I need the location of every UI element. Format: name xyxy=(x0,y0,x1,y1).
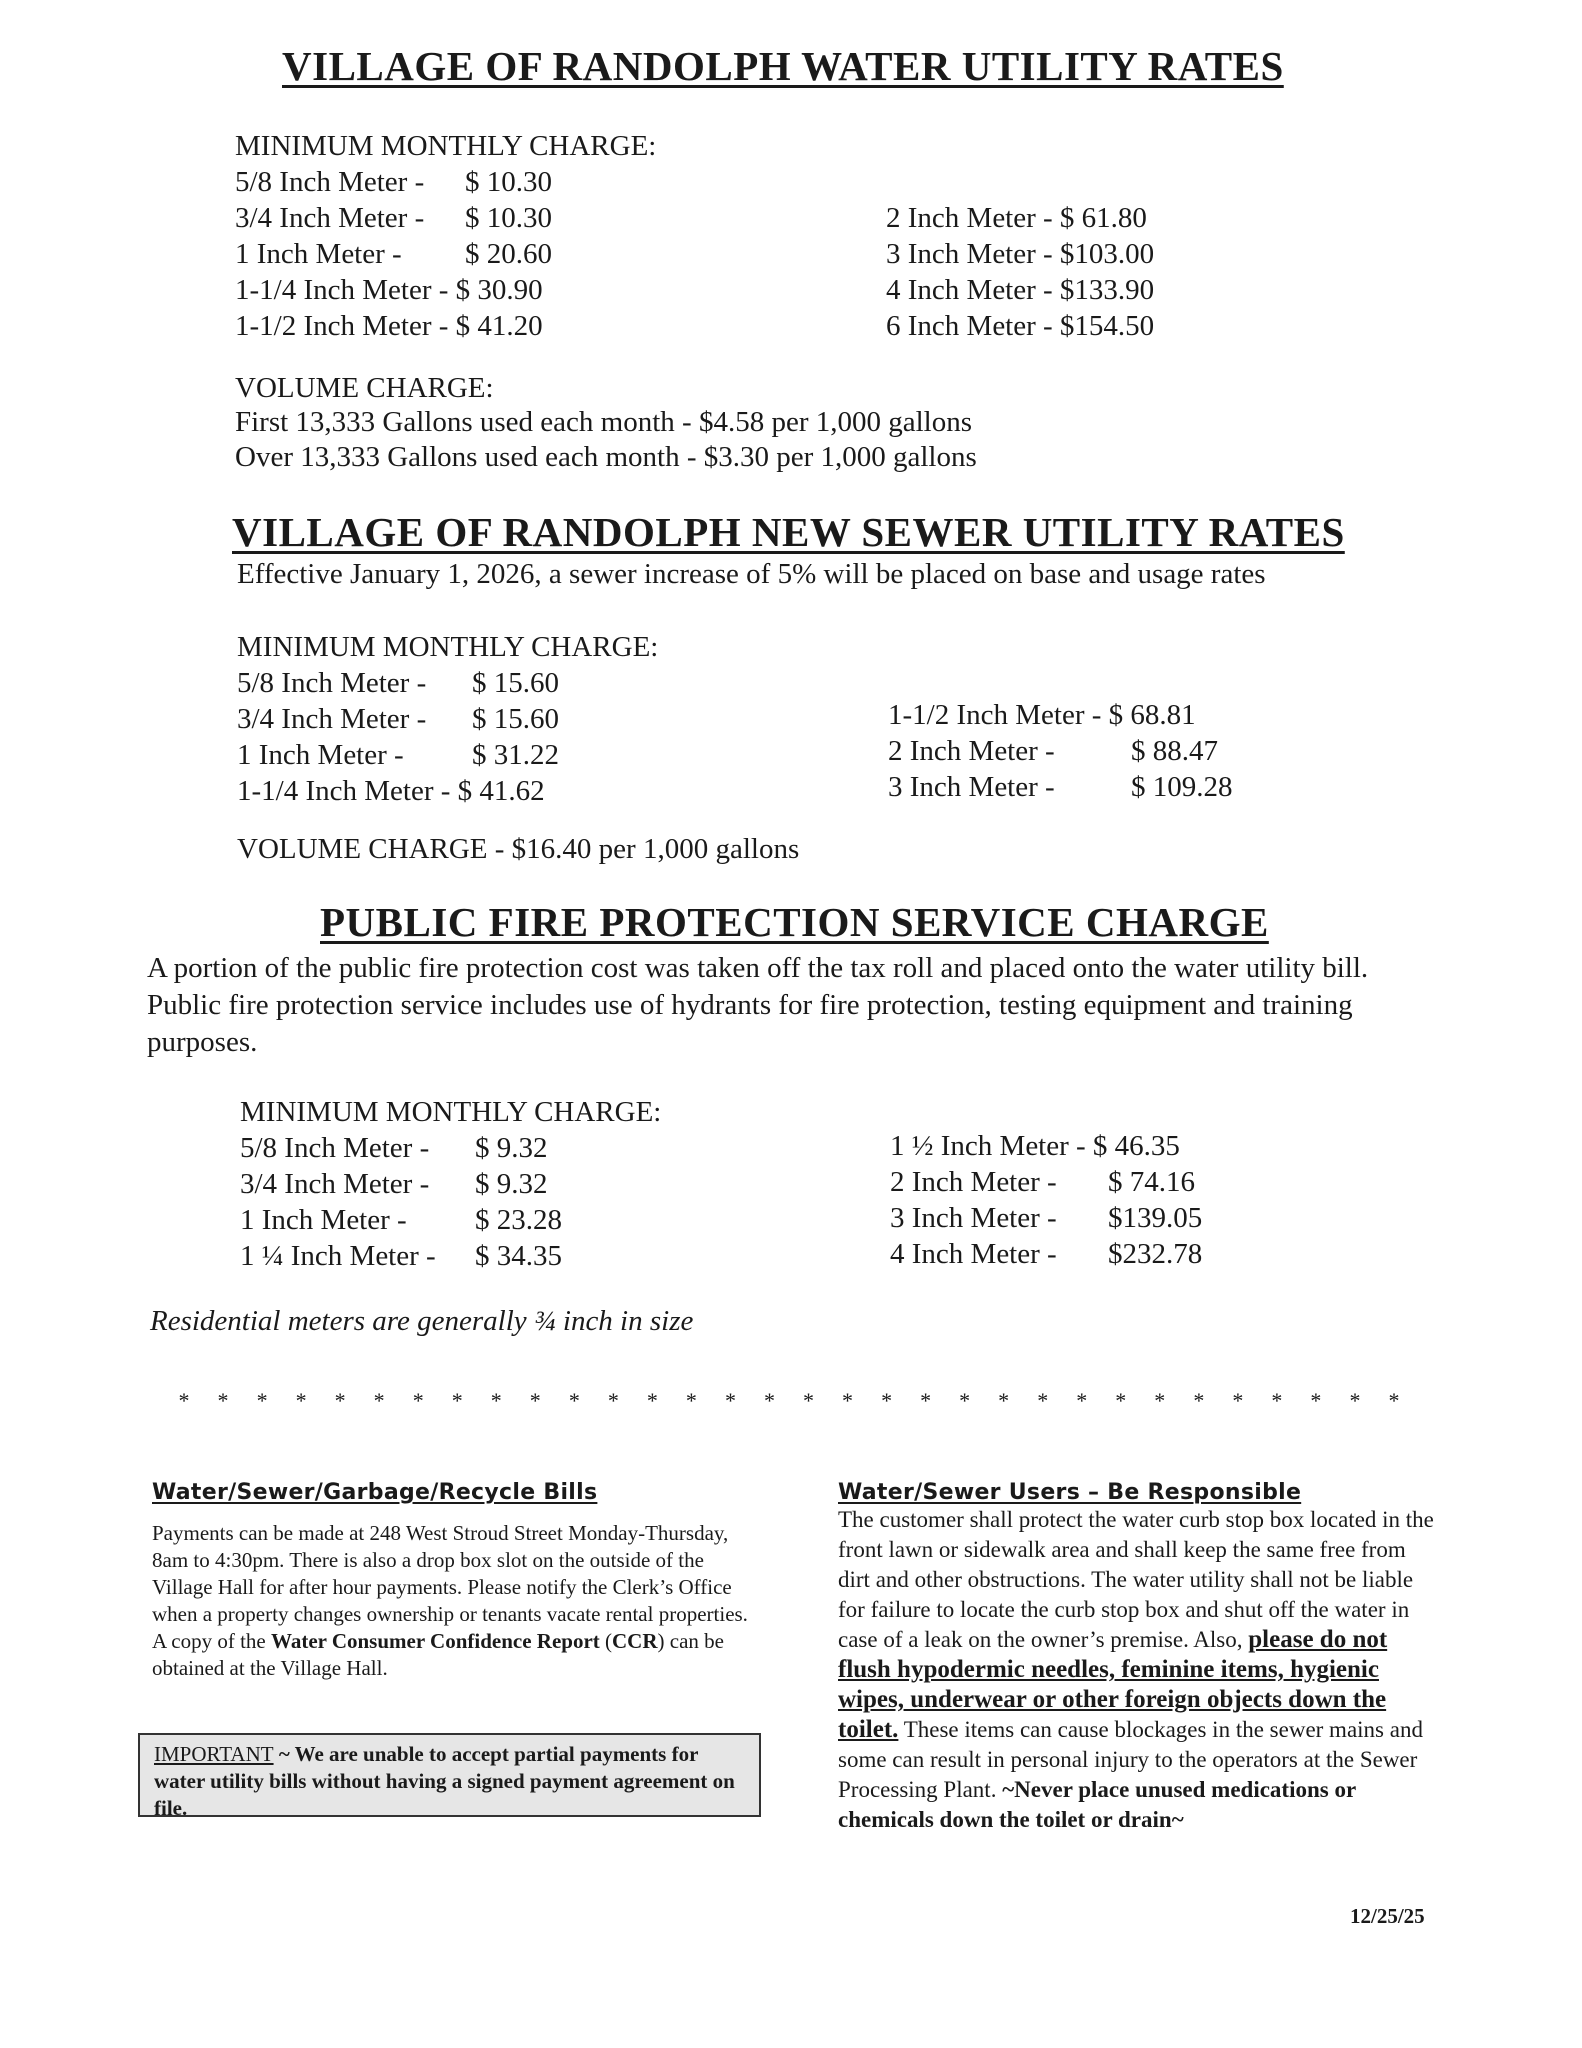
water-left-row: 1-1/4 Inch Meter - $ 30.90 xyxy=(235,274,543,306)
fire-protection-title: PUBLIC FIRE PROTECTION SERVICE CHARGE xyxy=(320,899,1269,945)
water-left-row: 5/8 Inch Meter - $ 10.30 xyxy=(235,166,552,198)
important-text: ~ We are unable to accept partial payments for water utility bills without having a signed payment agreement on file. xyxy=(154,1742,735,1820)
sewer-left-row: 1-1/4 Inch Meter - $ 41.62 xyxy=(237,775,545,807)
water-left-row: 1 Inch Meter - $ 20.60 xyxy=(235,238,552,270)
sewer-min-label: MINIMUM MONTHLY CHARGE: xyxy=(237,631,659,663)
water-right-row: 6 Inch Meter - $154.50 xyxy=(886,310,1155,342)
water-volume-line: First 13,333 Gallons used each month - $4.58 per 1,000 gallons xyxy=(235,406,972,438)
water-rates-title: VILLAGE OF RANDOLPH WATER UTILITY RATES xyxy=(282,43,1284,89)
important-label: IMPORTANT xyxy=(154,1742,274,1766)
residential-meter-note: Residential meters are generally ¾ inch in size xyxy=(150,1305,694,1337)
water-left-row: 3/4 Inch Meter - $ 10.30 xyxy=(235,202,552,234)
water-left-row: 1-1/2 Inch Meter - $ 41.20 xyxy=(235,310,543,342)
medication-warning: ~Never place unused medications or chemicals down the toilet or drain~ xyxy=(838,1777,1356,1832)
bills-payment-info: Payments can be made at 248 West Stroud Street Monday-Thursday, 8am to 4:30pm. There is also a drop box slot on the outside of the Village Hall for after hour payments. Please notify the Clerk’s Office when a property changes ownership or tenants vacate rental properties. A copy of the Water Consumer Confidence Report (CCR) can be obtained at the Village Hall. xyxy=(152,1521,748,1680)
water-volume-label: VOLUME CHARGE: xyxy=(235,372,494,404)
sewer-left-row: 3/4 Inch Meter - $ 15.60 xyxy=(237,703,559,735)
sewer-right-row: 3 Inch Meter - $ 109.28 xyxy=(888,771,1233,803)
fire-right-row: 3 Inch Meter - $139.05 xyxy=(890,1202,1203,1234)
fire-right-row: 1 ½ Inch Meter - $ 46.35 xyxy=(890,1130,1180,1162)
fire-left-row: 1 Inch Meter - $ 23.28 xyxy=(240,1204,562,1236)
fire-left-row: 5/8 Inch Meter - $ 9.32 xyxy=(240,1132,548,1164)
fire-left-row: 3/4 Inch Meter - $ 9.32 xyxy=(240,1168,548,1200)
flush-warning: please do not flush hypodermic needles, feminine items, hygienic wipes, underwear or other foreign objects down the toilet. xyxy=(838,1626,1388,1743)
fire-right-row: 4 Inch Meter - $232.78 xyxy=(890,1238,1203,1270)
water-min-label: MINIMUM MONTHLY CHARGE: xyxy=(235,130,657,162)
sewer-left-row: 5/8 Inch Meter - $ 15.60 xyxy=(237,667,559,699)
sewer-effective-note: Effective January 1, 2026, a sewer increase of 5% will be placed on base and usage rates xyxy=(237,558,1266,590)
sewer-rates-title: VILLAGE OF RANDOLPH NEW SEWER UTILITY RATES xyxy=(232,509,1345,555)
sewer-right-row: 2 Inch Meter - $ 88.47 xyxy=(888,735,1218,767)
sewer-right-row: 1-1/2 Inch Meter - $ 68.81 xyxy=(888,699,1196,731)
document-date: 12/25/25 xyxy=(1350,1904,1425,1928)
water-right-row: 4 Inch Meter - $133.90 xyxy=(886,274,1155,306)
water-volume-line: Over 13,333 Gallons used each month - $3.30 per 1,000 gallons xyxy=(235,441,977,473)
users-responsibility-text: The customer shall protect the water curb stop box located in the front lawn or sidewalk area and shall keep the same free from dirt and other obstructions. The water utility shall not be liable for failure to locate the curb stop box and shut off the water in case of a leak on the owner’s premise. Also, please do not flush hypodermic needles, feminine items, hygienic wipes, underwear or other foreign objects down the toilet. These items can cause blockages in the sewer mains and some can result in personal injury to the operators at the Sewer Processing Plant. ~Never place unused medications or chemicals down the toilet or drain~ xyxy=(838,1507,1434,1832)
sewer-left-row: 1 Inch Meter - $ 31.22 xyxy=(237,739,559,771)
fire-min-label: MINIMUM MONTHLY CHARGE: xyxy=(240,1096,662,1128)
star-divider: * * * * * * * * * * * * * * * * * * * * * * * * * * * * * * * * xyxy=(178,1388,1400,1413)
water-right-row: 3 Inch Meter - $103.00 xyxy=(886,238,1155,270)
users-heading: Water/Sewer Users – Be Responsible xyxy=(838,1480,1302,1505)
fire-left-row: 1 ¼ Inch Meter - $ 34.35 xyxy=(240,1240,562,1272)
sewer-volume-charge: VOLUME CHARGE - $16.40 per 1,000 gallons xyxy=(237,833,800,865)
bills-heading: Water/Sewer/Garbage/Recycle Bills xyxy=(152,1480,598,1505)
fire-protection-description: A portion of the public fire protection cost was taken off the tax roll and placed onto the water utility bill. Public fire protection service includes use of hydrants for fire protection, testing equipment and training purposes. xyxy=(147,952,1369,1058)
important-notice-box xyxy=(138,1733,761,1820)
water-right-row: 2 Inch Meter - $ 61.80 xyxy=(886,202,1147,234)
fire-right-row: 2 Inch Meter - $ 74.16 xyxy=(890,1166,1195,1198)
